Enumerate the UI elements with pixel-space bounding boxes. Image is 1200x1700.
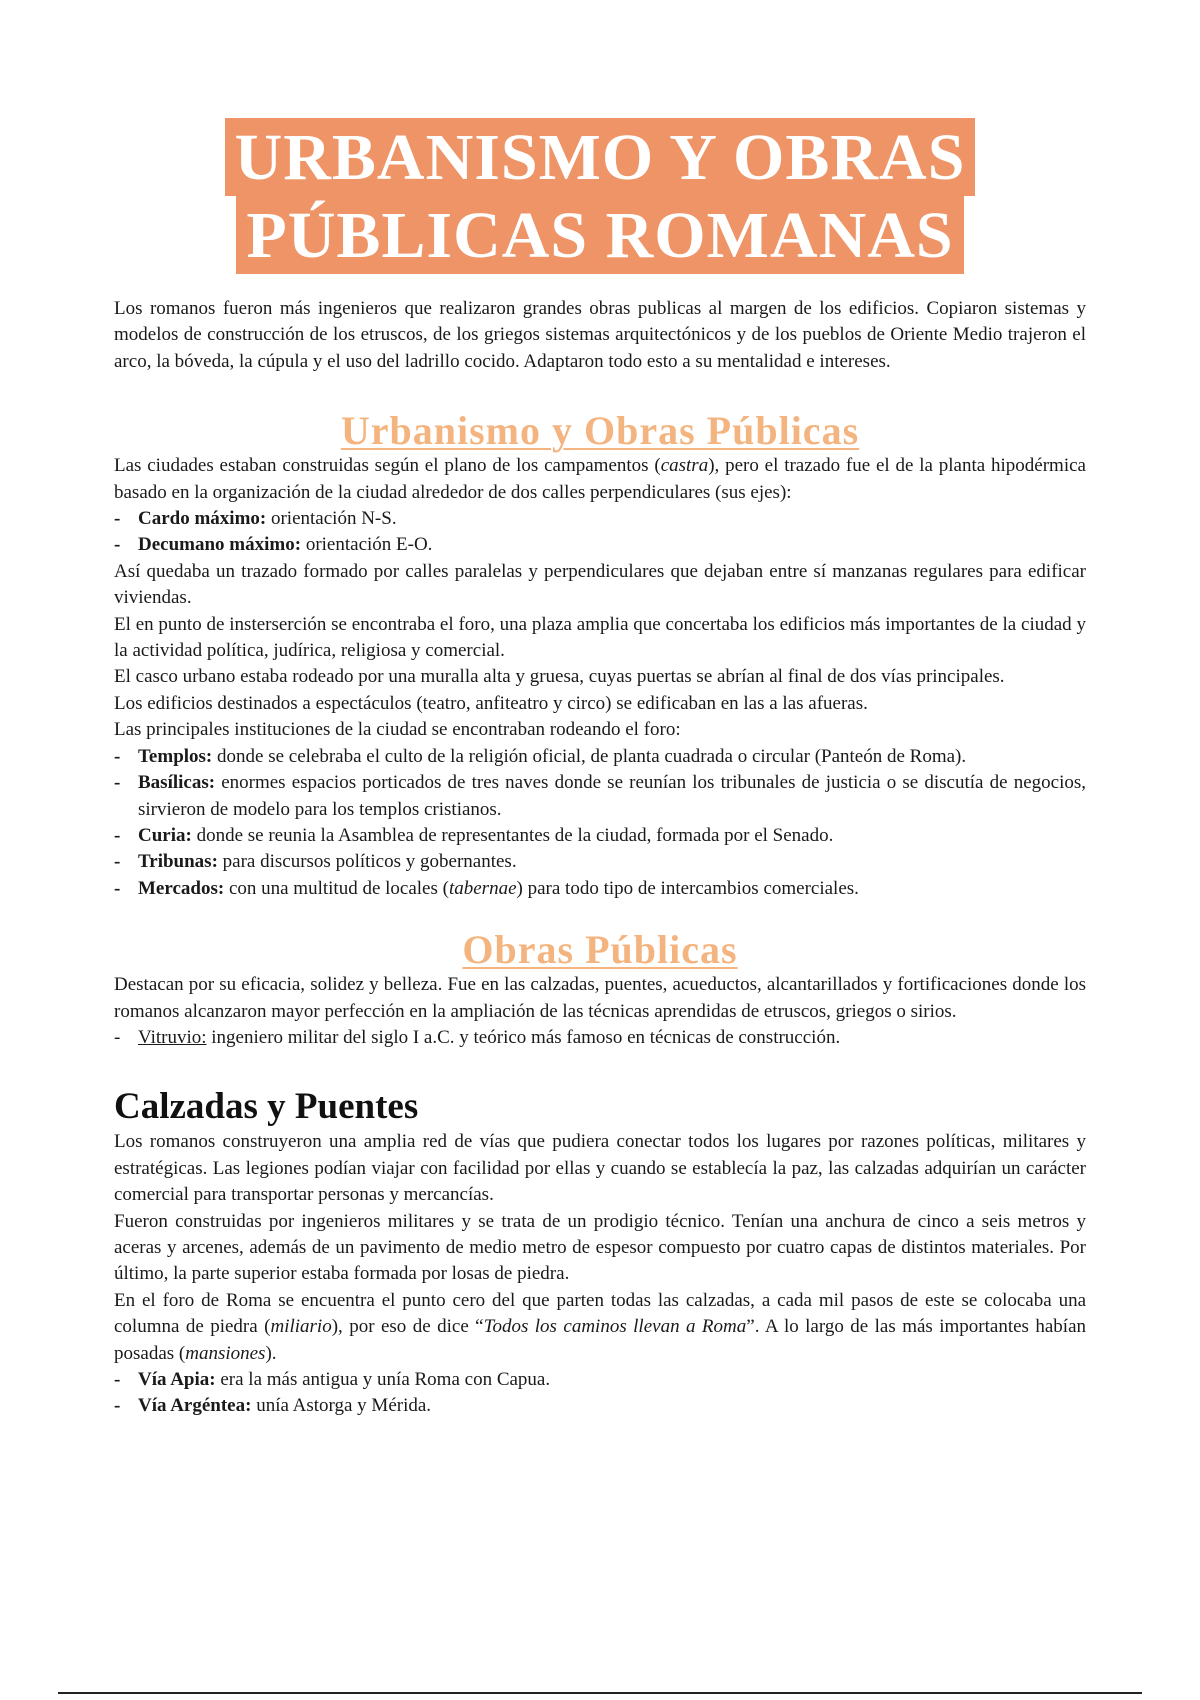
institutions-list [114,744,1086,902]
paragraph-muralla: El casco urbano estaba rodeado por una muralla alta y gruesa, cuyas puertas se abrían al final de dos vías principales. [114,666,1005,688]
section-heading-obras: Obras Públicas [462,927,738,973]
list-item: - Mercados: con una multitud de locales (tabernae) para todo tipo de intercambios comerciales. [114,877,859,899]
italic-term: castra [660,455,709,477]
list-item: - Decumano máximo: orientación E-O. [114,534,433,556]
section-heading-calzadas: Calzadas y Puentes [114,1086,419,1128]
roads-list [114,1367,1086,1420]
intro-paragraph: Los romanos fueron más ingenieros que realizaron grandes obras publicas al margen de los edificios. Copiaron sistemas y modelos de construcción de los etruscos, de los griegos sistemas arquitectónicos y de los pueblos de Oriente Medio trajeron el arco, la bóveda, la cúpula y el uso del ladrillo cocido. Adaptaron todo esto a su mentalidad e intereses. [114,298,1086,372]
list-item: - Tribunas: para discursos políticos y gobernantes. [114,851,517,873]
document-body [114,296,1086,1420]
paragraph-foro: El en punto de insterserción se encontraba el foro, una plaza amplia que concertaba los edificios más importantes de la ciudad y la actividad política, judírica, religiosa y comercial. [114,613,1086,662]
title-line-2: PÚBLICAS ROMANAS [236,196,963,274]
title-line-1: URBANISMO Y OBRAS [225,118,976,196]
list-item: - Curia: donde se reunia la Asamblea de representantes de la ciudad, formada por el Senado. [114,824,834,846]
paragraph-castra: Las ciudades estaban construidas según el plano de los campamentos (castra), pero el trazado fue el de la planta hipodérmica basado en la organización de la ciudad alrededor de dos calles perpendiculares (sus ejes): [114,455,1086,503]
paragraph-obras: Destacan por su eficacia, solidez y belleza. Fue en las calzadas, puentes, acueductos, alcantarillados y fortificaciones donde los romanos alcanzaron mayor perfección en la ampliación de las técnicas aprendidas de etruscos, griegos o sirios. [114,974,1086,1022]
list-item: - Vitruvio: ingeniero militar del siglo I a.C. y teórico más famoso en técnicas de construcción. [114,1026,841,1048]
vitruvio-list [114,1025,1086,1051]
list-item: - Basílicas: enormes espacios porticados de tres naves donde se reunían los tribunales de justicia o se discutía de negocios, sirvieron de modelo para los templos cristianos. [114,772,1086,820]
list-item: - Templos: donde se celebraba el culto de la religión oficial, de planta cuadrada o circular (Panteón de Roma). [114,745,967,767]
paragraph-instituciones: Las principales instituciones de la ciudad se encontraban rodeando el foro: [114,719,681,741]
paragraph-punto-cero: En el foro de Roma se encuentra el punto cero del que parten todas las calzadas, a cada mil pasos de este se colocaba una columna de piedra (miliario), por eso de dice “Todos los caminos llevan a Roma”. A lo largo de las más importantes habían posadas (mansiones). [114,1289,1087,1364]
list-item: - Vía Argéntea: unía Astorga y Mérida. [114,1395,432,1417]
document-title [0,118,1200,274]
page-bottom-rule [58,1692,1142,1694]
paragraph-espectaculos: Los edificios destinados a espectáculos (teatro, anfiteatro y circo) se edificaban en las a las afueras. [114,692,868,714]
list-item: - Cardo máximo: orientación N-S. [114,508,397,530]
paragraph-red-vias: Los romanos construyeron una amplia red de vías que pudiera conectar todos los lugares por razones políticas, militares y estratégicas. Las legiones podían viajar con facilidad por ellas y cuando se establecía la paz, las calzadas adquirían un carácter comercial para transportar personas y mercancías. [114,1131,1086,1206]
paragraph-trazado: Así quedaba un trazado formado por calles paralelas y perpendiculares que dejaban entre sí manzanas regulares para edificar viviendas. [114,560,1086,609]
paragraph-construccion: Fueron construidas por ingenieros militares y se trata de un prodigio técnico. Tenían una anchura de cinco a seis metros y aceras y arcenes, además de un pavimento de medio metro de espesor compuesto por cuatro capas de distintos materiales. Por último, la parte superior estaba formada por losas de piedra. [114,1210,1086,1285]
list-item: - Vía Apia: era la más antigua y unía Roma con Capua. [114,1369,551,1390]
section-heading-urbanismo: Urbanismo y Obras Públicas [340,408,860,454]
axes-list [114,506,1086,559]
